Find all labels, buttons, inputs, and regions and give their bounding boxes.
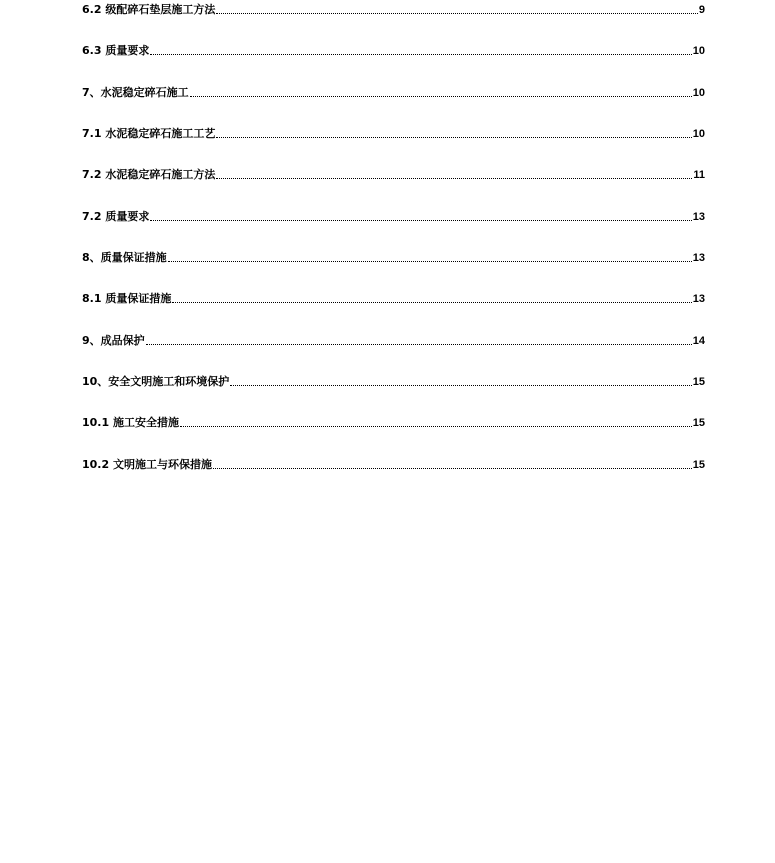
toc-entry[interactable]	[82, 1, 705, 17]
toc-entry-title: 10.2 文明施工与环保措施	[82, 458, 212, 471]
toc-page-number: 13	[692, 211, 705, 223]
toc-page-number: 14	[692, 335, 705, 347]
toc-page-number: 10	[692, 128, 705, 140]
toc-dot-leader	[213, 467, 692, 469]
toc-entry-title: 6.3 质量要求	[82, 44, 150, 57]
toc-dot-leader	[216, 136, 691, 138]
toc-entry-title: 10、安全文明施工和环境保护	[82, 375, 230, 388]
toc-entry[interactable]	[82, 332, 705, 348]
toc-entry-title: 7.2 质量要求	[82, 210, 150, 223]
toc-entry-title: 7、水泥稳定碎石施工	[82, 86, 189, 99]
toc-entry[interactable]	[82, 125, 705, 141]
toc-entry-title: 6.2 级配碎石垫层施工方法	[82, 3, 216, 16]
toc-dot-leader	[190, 95, 692, 97]
toc-page-number: 15	[692, 459, 705, 471]
toc-dot-leader	[230, 384, 691, 386]
toc-entry-title: 8、质量保证措施	[82, 251, 167, 264]
toc-entry-title: 9、成品保护	[82, 334, 145, 347]
toc-dot-leader	[150, 53, 691, 55]
toc-dot-leader	[180, 425, 692, 427]
toc-page-number: 10	[692, 45, 705, 57]
toc-entry[interactable]	[82, 373, 705, 389]
toc-dot-leader	[172, 301, 691, 303]
toc-entry-title: 7.2 水泥稳定碎石施工方法	[82, 168, 216, 181]
toc-page-number: 11	[693, 169, 705, 181]
toc-entry-title: 7.1 水泥稳定碎石施工工艺	[82, 127, 216, 140]
toc-entry[interactable]	[82, 456, 705, 472]
toc-dot-leader	[168, 260, 692, 262]
toc-page-number: 13	[692, 252, 705, 264]
toc-entry[interactable]	[82, 166, 705, 182]
toc-page-number: 15	[692, 417, 705, 429]
toc-entry[interactable]	[82, 414, 705, 430]
toc-entry[interactable]	[82, 84, 705, 100]
toc-dot-leader	[146, 343, 692, 345]
toc-dot-leader	[216, 177, 692, 179]
toc-dot-leader	[216, 12, 698, 14]
toc-entry[interactable]	[82, 249, 705, 265]
toc-page-number: 10	[692, 87, 705, 99]
toc-entry[interactable]	[82, 208, 705, 224]
toc-page-number: 9	[698, 4, 705, 16]
toc-entry[interactable]	[82, 290, 705, 306]
toc-page-number: 13	[692, 293, 705, 305]
toc-dot-leader	[150, 219, 691, 221]
toc-entry-title: 8.1 质量保证措施	[82, 292, 172, 305]
toc-page-number: 15	[692, 376, 705, 388]
toc-entry[interactable]	[82, 42, 705, 58]
toc-entry-title: 10.1 施工安全措施	[82, 416, 179, 429]
